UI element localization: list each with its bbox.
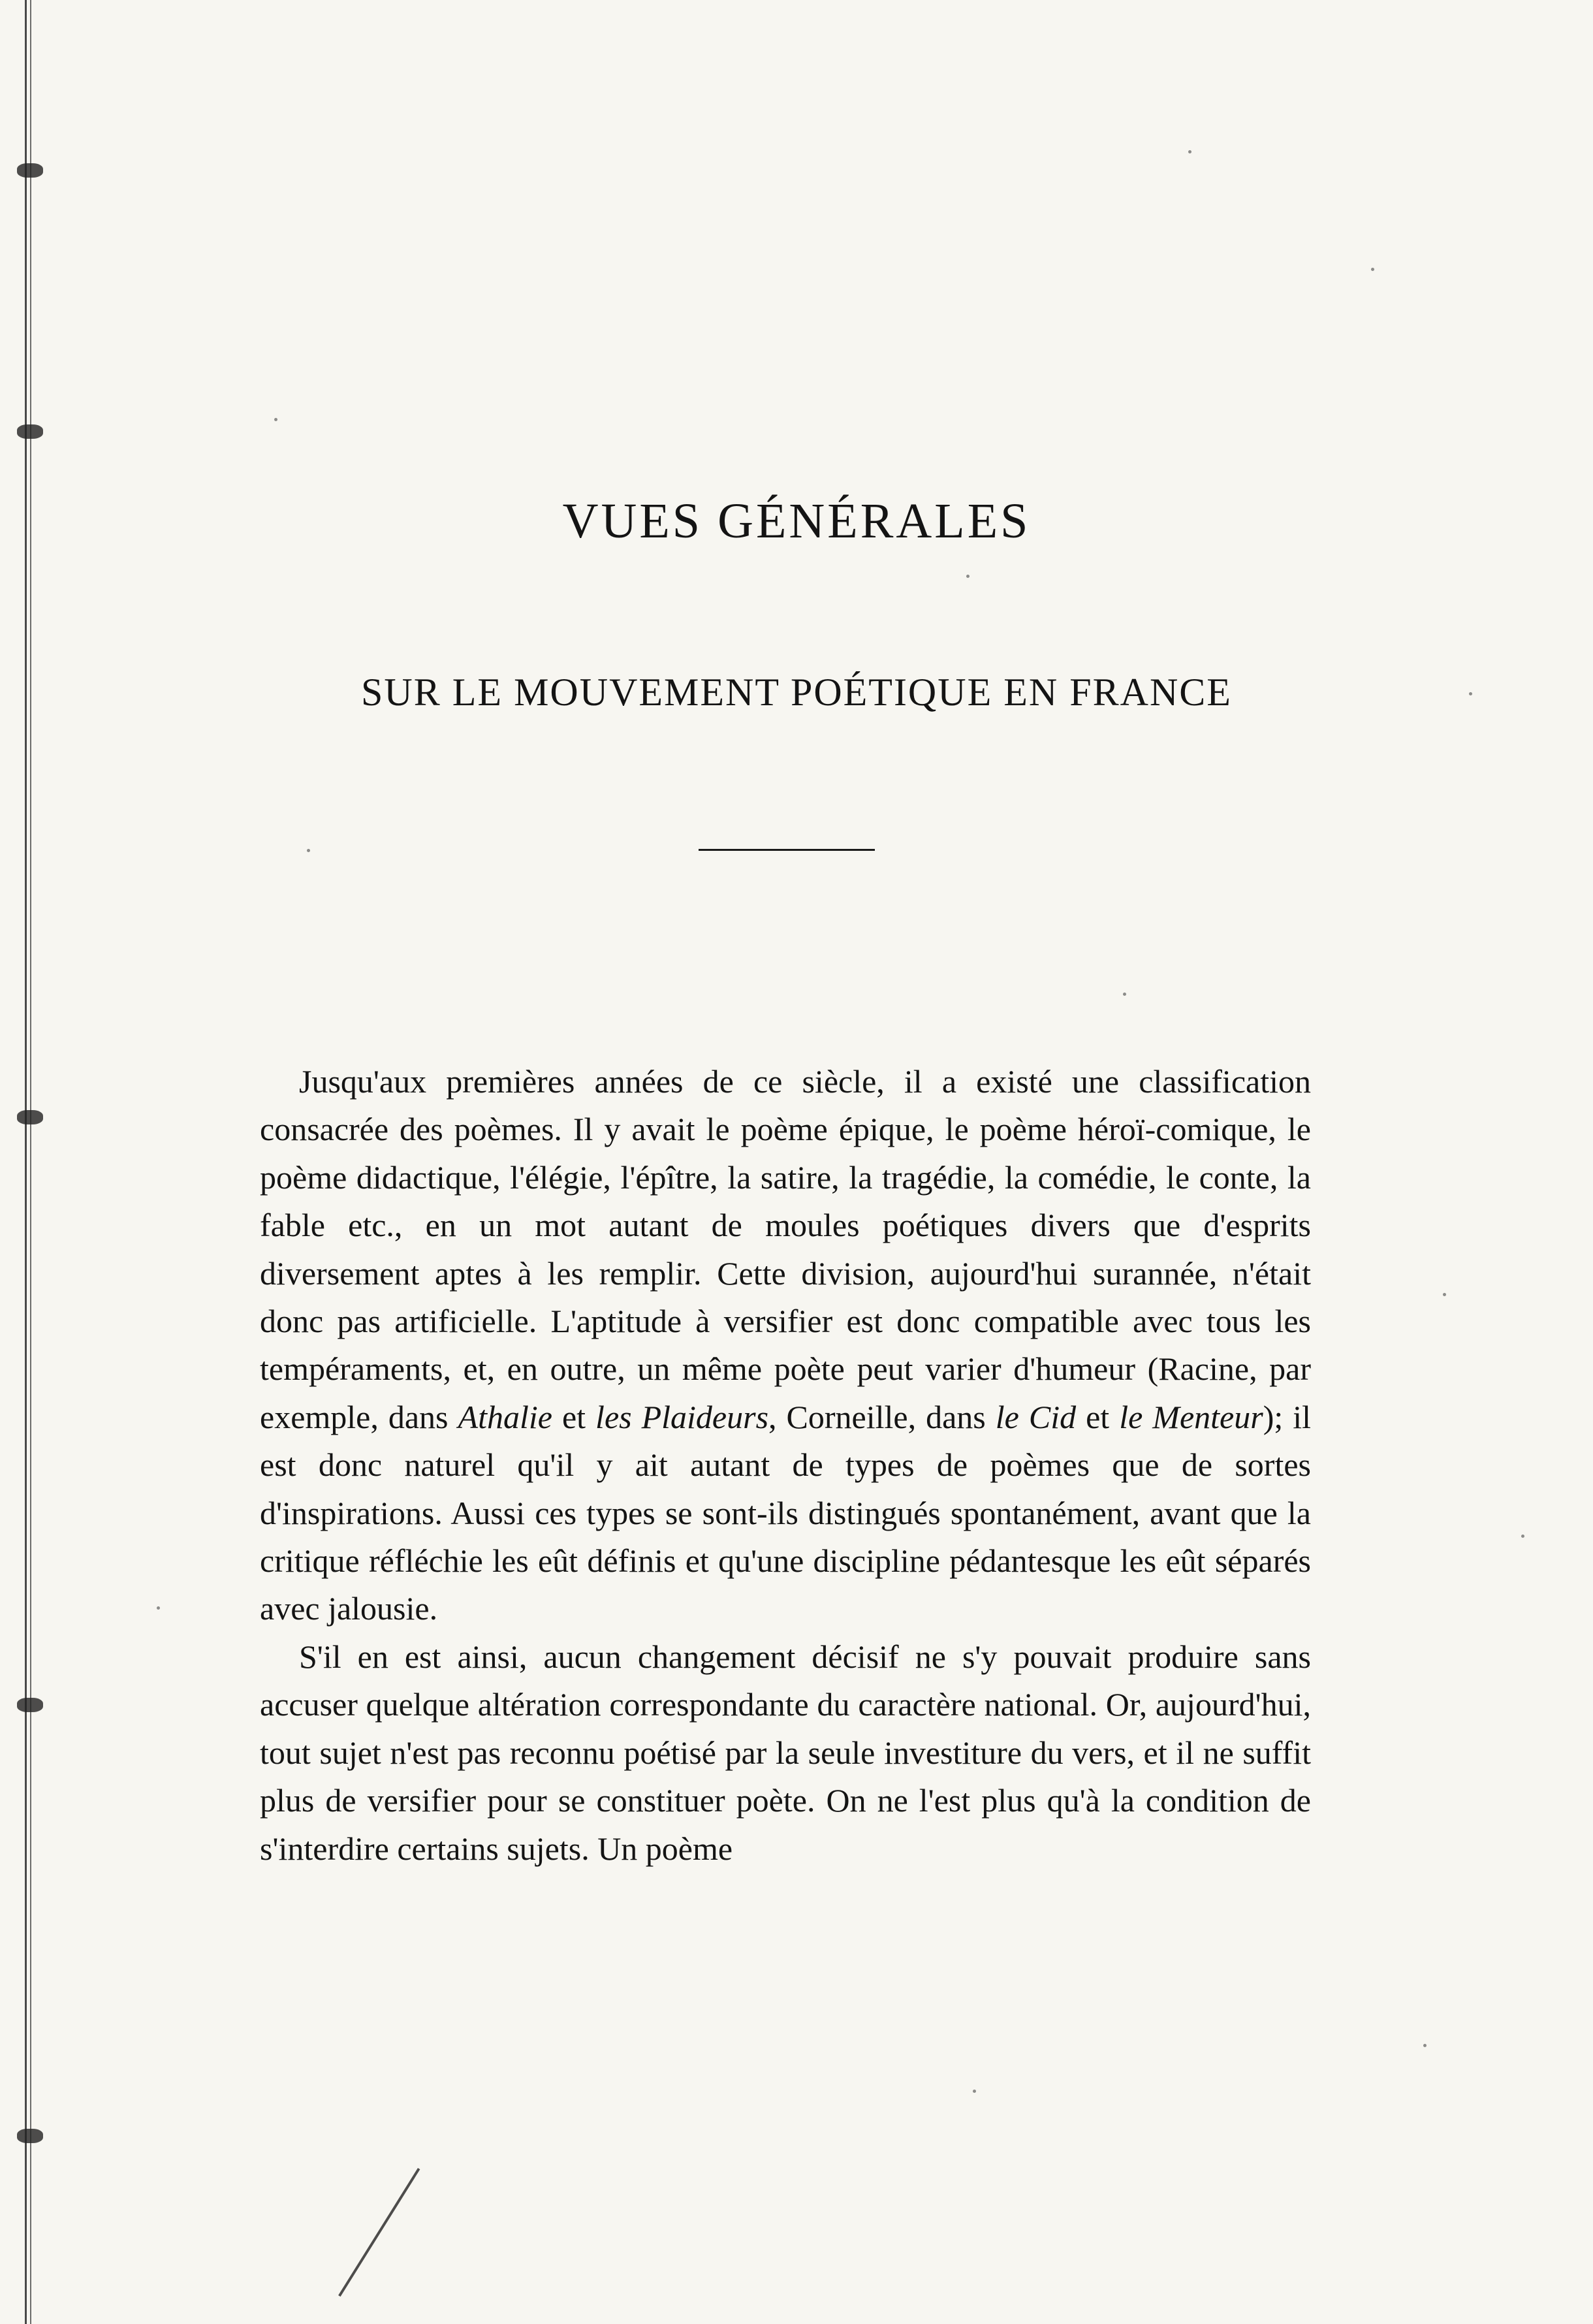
paper-speck: [1521, 1535, 1524, 1538]
paper-speck: [274, 418, 277, 421]
work-title-le-cid: le Cid: [995, 1398, 1077, 1435]
paper-speck: [307, 849, 310, 852]
paper-speck: [1443, 1293, 1446, 1296]
paper-speck: [1123, 993, 1126, 996]
binding-ink-blot: [17, 424, 43, 439]
paper-speck: [966, 575, 970, 578]
paper-speck: [1188, 150, 1191, 153]
paper-speck: [1423, 2044, 1427, 2047]
text-run: ); il est donc naturel qu'il y ait autant de types de poèmes que de sortes d'inspirations. Aussi ces types se sont-ils distingués spontanément, avant que la critique réfléchie les eût définis et qu'une discipline pédantesque les eût séparés avec jalousie.: [260, 1398, 1312, 1627]
binding-ink-blot: [17, 1698, 43, 1712]
text-run: , Corneille, dans: [768, 1398, 996, 1435]
paper-speck: [157, 1606, 160, 1610]
title-separator-rule: [699, 849, 875, 851]
text-run: S'il en est ainsi, aucun changement décisif ne s'y pouvait produire sans accuser quelque altération correspondante du caractère national. Or, aujourd'hui, tout sujet n'est pas reconnu poétisé par la seule investiture du vers, et il ne suffit plus de versifier pour se constituer poète. On ne l'est plus qu'à la condition de s'interdire certains sujets. Un poème: [260, 1638, 1311, 1867]
text-run: et: [1076, 1398, 1120, 1435]
margin-pen-stroke: [338, 2168, 420, 2297]
binding-ink-blot: [17, 163, 43, 178]
text-run: Jusqu'aux premières années de ce siècle, il a existé une classification consacrée des poèmes. Il y avait le poème épique, le poème héroï-comique, le poème didactique, l'élégie, l'épître, la satire, la tragédie, la comédie, le conte, la fable etc., en un mot autant de moules poétiques divers que d'esprits diversement aptes à les remplir. Cette division, aujourd'hui surannée, n'était donc pas artificielle. L'aptitude à versifier est donc compatible avec tous les tempéraments, et, en outre, un même poète peut varier d'humeur (Racine, par exemple, dans: [260, 1063, 1311, 1435]
page-binding-edge: [25, 0, 34, 2324]
paper-speck: [973, 2090, 976, 2093]
paragraph: [260, 1058, 1311, 1633]
binding-ink-blot: [17, 2129, 43, 2143]
work-title-les-plaideurs: les Plaideurs: [595, 1398, 769, 1435]
text-run: et: [552, 1398, 596, 1435]
work-title-le-menteur: le Menteur: [1119, 1398, 1263, 1435]
page-subtitle: SUR LE MOUVEMENT POÉTIQUE EN FRANCE: [361, 671, 1232, 714]
work-title-athalie: Athalie: [458, 1398, 552, 1435]
page-title: VUES GÉNÉRALES: [562, 494, 1031, 549]
body-text: [260, 1058, 1311, 1873]
binding-ink-blot: [17, 1110, 43, 1124]
paragraph: [260, 1633, 1311, 1873]
paper-speck: [1371, 268, 1374, 271]
